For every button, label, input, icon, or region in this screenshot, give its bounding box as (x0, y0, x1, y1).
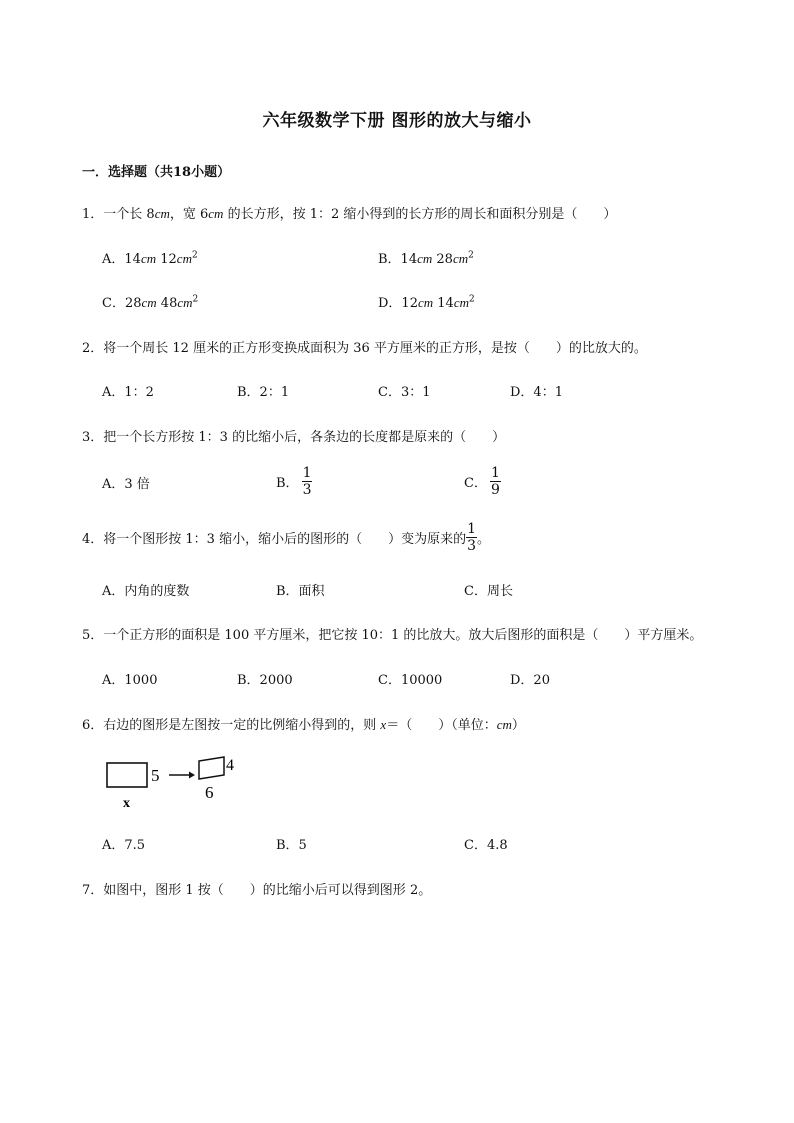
q1-unit: cm (208, 206, 224, 221)
q1-c-sup: 2 (192, 294, 199, 305)
q6-label-4: 4 (226, 757, 234, 774)
q1-d-sup: 2 (469, 294, 475, 305)
q5-option-a[interactable]: A．1000 (102, 673, 158, 688)
q1-unit: cm (154, 206, 170, 221)
q1-option-d[interactable] (378, 292, 475, 311)
q6-figure (105, 754, 245, 812)
q1-a-value1: A．14 (102, 252, 141, 267)
q6-arrow-head (189, 772, 195, 779)
q3-option-c[interactable] (464, 466, 501, 497)
q1-a-unit2: cm (176, 251, 192, 266)
question-5: 5．一个正方形的面积是 100 平方厘米，把它按 10：1 的比放大。放大后图形的面积是（ ）平方厘米。 (82, 628, 703, 643)
q4-option-b[interactable]: B．面积 (276, 584, 325, 599)
q3-b-denominator: 3 (302, 482, 312, 498)
q2-option-a[interactable]: A．1：2 (102, 385, 154, 400)
q3-b-label: B． (276, 476, 299, 491)
q3-c-label: C． (464, 476, 487, 491)
q5-option-b[interactable]: B．2000 (237, 673, 293, 688)
q4-option-a[interactable]: A．内角的度数 (102, 584, 190, 599)
question-1 (82, 203, 616, 222)
q4-option-c[interactable]: C．周长 (464, 584, 513, 599)
section-heading: 一．选择题（共18小题） (82, 165, 231, 180)
q1-c-value2: 48 (156, 296, 178, 311)
question-2: 2．将一个周长 12 厘米的正方形变换成面积为 36 平方厘米的正方形，是按（ ）的比放大的。 (82, 341, 647, 356)
q1-b-value1: B．14 (378, 252, 418, 267)
question-7: 7．如图中，图形 1 按（ ）的比缩小后可以得到图形 2。 (82, 883, 432, 898)
q1-stem-a: 1．一个长 8 (82, 207, 155, 222)
q6-stem-b: ＝（ ）（单位： (386, 718, 497, 733)
q3-c-fraction (490, 466, 501, 497)
q6-option-b[interactable]: B．5 (276, 838, 307, 853)
q5-option-d[interactable]: D．20 (510, 673, 550, 688)
q1-b-unit1: cm (417, 251, 433, 266)
q6-label-6: 6 (205, 783, 214, 802)
q4-stem: 4．将一个图形按 1：3 缩小，缩小后的图形的（ ）变为原来的 (82, 532, 467, 547)
question-3: 3．把一个长方形按 1：3 的比缩小后，各条边的长度都是原来的（ ） (82, 430, 506, 445)
q6-option-a[interactable]: A．7.5 (102, 838, 146, 853)
q1-b-unit2: cm (452, 251, 469, 266)
q1-option-c[interactable] (102, 292, 198, 311)
page-title: 六年级数学下册 图形的放大与缩小 (262, 111, 532, 131)
question-6 (82, 714, 525, 733)
q5-option-c[interactable]: C．10000 (378, 673, 443, 688)
q1-d-value2: 14 (433, 296, 454, 311)
q3-option-a[interactable]: A．3 倍 (102, 477, 150, 492)
q6-label-5: 5 (151, 766, 160, 785)
q1-b-value2: 28 (432, 252, 453, 267)
q2-option-d[interactable]: D．4：1 (510, 385, 563, 400)
q1-d-unit1: cm (417, 295, 434, 310)
q6-option-c[interactable]: C．4.8 (464, 838, 508, 853)
q4-fraction (466, 522, 477, 553)
q3-c-denominator: 9 (490, 482, 500, 498)
q6-small-parallelogram (199, 757, 224, 779)
q2-option-c[interactable]: C．3：1 (378, 385, 431, 400)
q1-option-a[interactable] (102, 248, 198, 267)
q1-d-value1: D．12 (378, 296, 418, 311)
q3-option-b[interactable] (276, 466, 312, 497)
question-4 (82, 522, 490, 553)
q2-option-b[interactable]: B．2：1 (237, 385, 290, 400)
q1-stem-b: ，宽 6 (169, 207, 209, 222)
q4-denominator: 3 (467, 538, 476, 554)
q1-a-unit1: cm (140, 251, 157, 266)
q4-numerator: 1 (467, 521, 476, 537)
q4-end: 。 (477, 532, 491, 547)
q1-stem-c: 的长方形，按 1：2 缩小得到的长方形的周长和面积分别是（ ） (223, 207, 617, 222)
q3-b-numerator: 1 (302, 465, 312, 481)
q1-option-b[interactable] (378, 248, 474, 267)
q1-c-unit2: cm (177, 295, 193, 310)
q1-d-unit2: cm (453, 295, 469, 310)
q6-unit: cm (496, 717, 512, 732)
q6-stem-a: 6．右边的图形是左图按一定的比例缩小得到的，则 (82, 718, 381, 733)
q1-b-sup: 2 (468, 250, 474, 261)
q1-c-unit1: cm (141, 295, 157, 310)
q3-b-fraction (302, 466, 313, 497)
q1-a-sup: 2 (191, 250, 198, 261)
q6-stem-c: ） (511, 718, 525, 733)
q6-label-x: x (123, 796, 130, 811)
q3-c-numerator: 1 (490, 465, 500, 481)
q1-a-value2: 12 (156, 252, 177, 267)
q6-variable: x (380, 717, 387, 732)
q1-c-value1: C．28 (102, 296, 142, 311)
q6-large-rectangle (107, 763, 147, 787)
